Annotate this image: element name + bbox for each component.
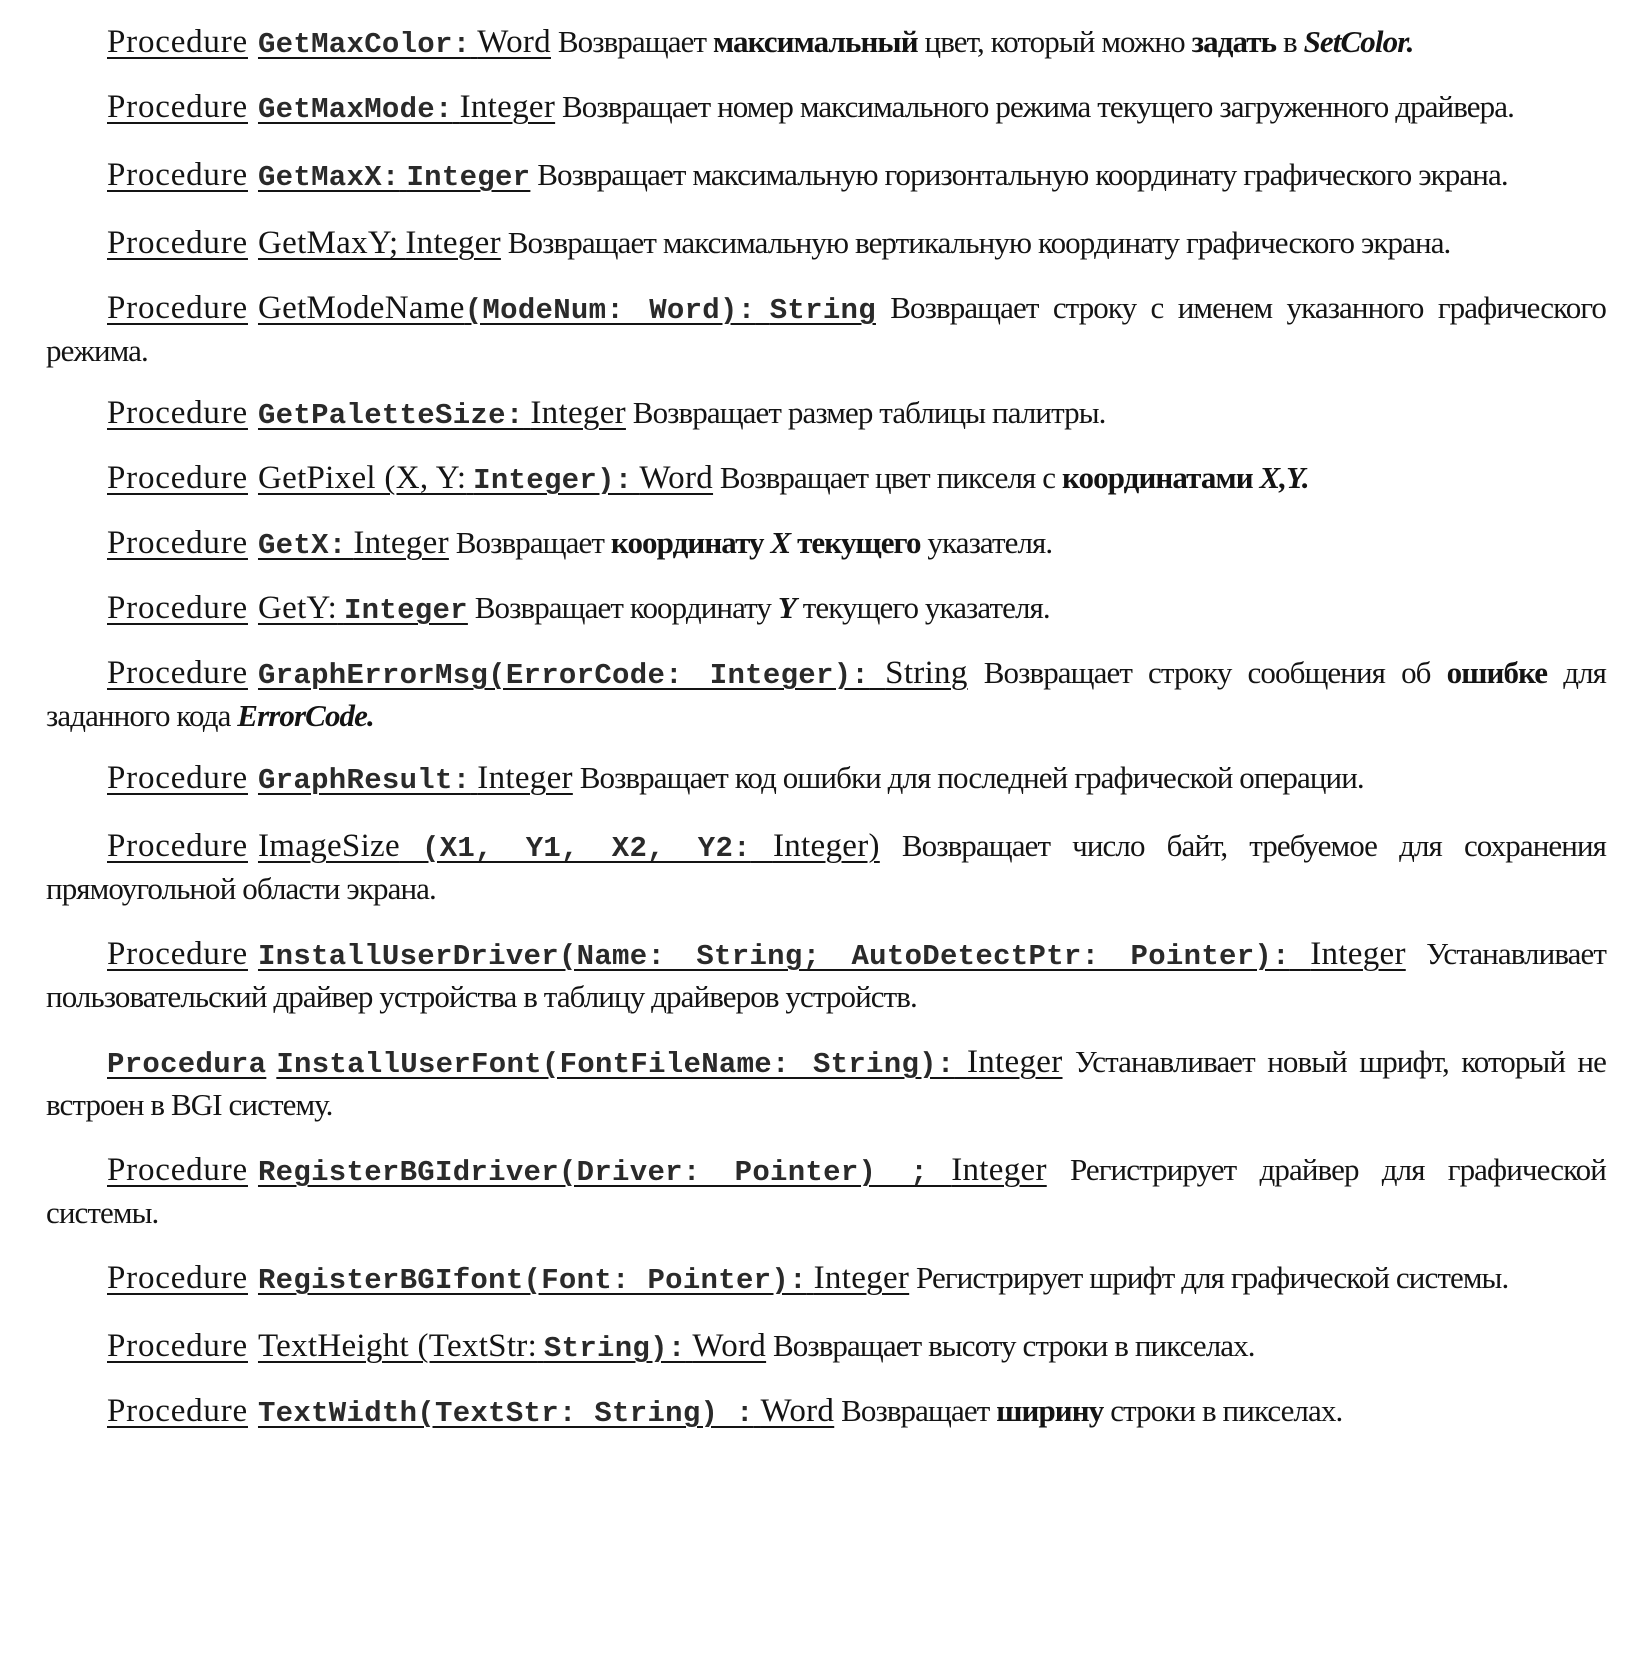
- description: Возвращает цвет пикселя с: [719, 460, 1056, 495]
- entry-getmaxmode: [46, 87, 1606, 130]
- procedure-name: GetMaxX:: [257, 161, 400, 194]
- return-type: Integer: [951, 1152, 1047, 1188]
- procedure-keyword: Procedure: [107, 1260, 248, 1296]
- entry-getmaxx: [46, 155, 1606, 198]
- procedure-name: GetMaxY;: [257, 225, 399, 261]
- procedure-name: InstallUserDriver(Name: String; AutoDetectPtr: Pointer):: [257, 940, 1290, 973]
- declaration: [107, 1152, 1047, 1187]
- description: Возвращает код ошибки для последней графической операции.: [579, 760, 1364, 795]
- procedure-keyword: Procedure: [107, 590, 248, 626]
- procedure-name: GetPaletteSize:: [257, 399, 524, 432]
- description: указателя.: [927, 525, 1053, 560]
- entry-imagesize: [46, 826, 1606, 909]
- entry-registerbgidriver: [46, 1150, 1606, 1233]
- description: Возвращает максимальную вертикальную координату графического экрана.: [507, 225, 1451, 260]
- procedure-name: TextWidth(TextStr: String) :: [257, 1397, 754, 1430]
- description: в: [1282, 24, 1297, 59]
- entry-getpalettesize: [46, 393, 1606, 436]
- entry-grapherrormsg: [46, 653, 1606, 736]
- procedure-keyword: Procedure: [107, 760, 248, 796]
- return-type: String: [885, 655, 968, 691]
- entry-registerbgifont: [46, 1258, 1606, 1301]
- document-page: [46, 22, 1606, 1434]
- return-type: Integer: [343, 594, 468, 627]
- procedure-keyword: Procedure: [107, 1328, 248, 1364]
- description: Устанавливает пользовательский драйвер устройства в таблицу драйверов устройств.: [46, 936, 1607, 1014]
- return-type: String: [769, 294, 876, 327]
- procedure-name: GetMaxColor:: [257, 28, 471, 61]
- description-italic: X: [770, 525, 791, 560]
- return-type: Word: [760, 1393, 835, 1429]
- procedure-name: ImageSize: [257, 828, 400, 864]
- description: Возвращает: [557, 24, 707, 59]
- description-bold: ширину: [996, 1393, 1104, 1428]
- procedure-keyword: Procedure: [107, 89, 248, 125]
- entry-getmaxcolor: [46, 22, 1606, 65]
- declaration: [107, 460, 713, 495]
- declaration: [107, 1044, 1063, 1079]
- declaration: [107, 760, 573, 795]
- entry-gety: [46, 588, 1606, 631]
- entry-graphresult: [46, 758, 1606, 801]
- description: Возвращает максимальную горизонтальную координату графического экрана.: [537, 157, 1508, 192]
- entry-getmodename: [46, 288, 1606, 371]
- procedure-keyword: Procedure: [107, 655, 248, 691]
- declaration: [107, 24, 551, 59]
- procedure-name: GraphErrorMsg(ErrorCode: Integer):: [257, 659, 870, 692]
- declaration: [107, 1260, 909, 1295]
- return-type: Integer: [1310, 936, 1406, 972]
- procedure-params: String):: [543, 1332, 686, 1365]
- procedure-keyword: Procedure: [107, 936, 248, 972]
- declaration: [107, 525, 449, 560]
- procedure-keyword: Procedure: [107, 1152, 248, 1188]
- entry-getx: [46, 523, 1606, 566]
- description: Возвращает: [455, 525, 605, 560]
- return-type: Integer: [477, 760, 573, 796]
- declaration: [107, 1393, 834, 1428]
- description: Возвращает размер таблицы палитры.: [632, 395, 1106, 430]
- description: Возвращает высоту строки в пикселах.: [772, 1328, 1255, 1363]
- description-bold: текущего: [797, 525, 921, 560]
- return-type: Integer: [530, 395, 626, 431]
- description: Возвращает строку с именем указанного графического режима.: [46, 290, 1606, 368]
- procedure-keyword: Procedure: [107, 225, 248, 261]
- entry-getmaxy: [46, 223, 1606, 263]
- description: текущего указателя.: [802, 590, 1050, 625]
- return-type: Integer: [966, 1044, 1063, 1080]
- description: Возвращает строку сообщения об: [983, 655, 1431, 690]
- return-type: Integer: [813, 1260, 910, 1296]
- description: Возвращает: [841, 1393, 990, 1428]
- entry-textheight: [46, 1326, 1606, 1369]
- description-bold: координатами: [1061, 460, 1253, 495]
- description-italic: ErrorCode.: [237, 698, 374, 733]
- procedure-keyword: Procedure: [107, 525, 248, 561]
- procedure-name: GetY:: [257, 590, 338, 626]
- return-type: Integer: [406, 161, 531, 194]
- entry-textwidth: [46, 1391, 1606, 1434]
- procedure-params: Integer):: [473, 464, 633, 497]
- description: Возвращает номер максимального режима текущего загруженного драйвера.: [561, 89, 1514, 124]
- description-bold: задать: [1191, 24, 1277, 59]
- procedure-name: RegisterBGIdriver(Driver: Pointer) ;: [257, 1156, 928, 1189]
- declaration: [107, 89, 555, 124]
- return-type: Word: [692, 1328, 767, 1364]
- procedure-keyword: Procedure: [107, 395, 248, 431]
- description: строки в пикселах.: [1110, 1393, 1343, 1428]
- declaration: [107, 1328, 766, 1363]
- procedure-keyword: Procedure: [107, 157, 248, 193]
- return-type: Integer: [459, 89, 556, 125]
- description: Возвращает координату: [474, 590, 771, 625]
- description: Устанавливает новый шрифт, который не встроен в BGI систему.: [46, 1044, 1606, 1122]
- procedure-name: GraphResult:: [257, 764, 471, 797]
- declaration: [107, 290, 876, 325]
- procedure-keyword: Procedure: [107, 24, 248, 60]
- return-type: Integer): [772, 828, 880, 864]
- procedure-name: GetPixel (X, Y:: [257, 460, 467, 496]
- description-bold: максимальный: [712, 24, 918, 59]
- return-type: Word: [477, 24, 551, 60]
- description: Регистрирует шрифт для графической системы.: [916, 1260, 1509, 1295]
- procedure-name: TextHeight (TextStr:: [257, 1328, 538, 1364]
- declaration: [107, 590, 468, 625]
- procedure-name: GetModeName: [257, 290, 465, 326]
- description-italic: SetColor.: [1303, 24, 1414, 59]
- declaration: [107, 936, 1406, 971]
- return-type: Word: [639, 460, 714, 496]
- procedure-name: RegisterBGIfont(Font: Pointer):: [257, 1264, 807, 1297]
- procedure-name: InstallUserFont(FontFileName: String):: [276, 1048, 955, 1081]
- entry-installuserdriver: [46, 934, 1606, 1017]
- procedure-keyword: Procedure: [107, 290, 248, 326]
- return-type: Integer: [353, 525, 449, 561]
- declaration: [107, 157, 530, 192]
- description: Регистрирует драйвер для графической системы.: [46, 1152, 1606, 1230]
- entry-installuserfont: [46, 1042, 1606, 1125]
- description: для заданного кода: [46, 655, 1607, 733]
- declaration: [107, 655, 968, 690]
- procedure-name: GetMaxMode:: [257, 93, 453, 126]
- procedure-keyword: Procedura: [107, 1048, 267, 1081]
- procedure-keyword: Procedure: [107, 828, 248, 864]
- description: цвет, который можно: [924, 24, 1185, 59]
- description-italic: Y: [777, 590, 796, 625]
- return-type: Integer: [405, 225, 501, 261]
- procedure-keyword: Procedure: [107, 460, 248, 496]
- procedure-name: GetX:: [257, 529, 347, 562]
- declaration: [107, 395, 626, 430]
- description: Возвращает число байт, требуемое для сохранения прямоугольной области экрана.: [46, 828, 1606, 906]
- declaration: [107, 225, 501, 260]
- procedure-params: (ModeNum: Word):: [464, 294, 756, 327]
- declaration: [107, 828, 880, 863]
- procedure-keyword: Procedure: [107, 1393, 248, 1429]
- procedure-params: (X1, Y1, X2, Y2:: [422, 832, 751, 865]
- description-italic: X,Y.: [1259, 460, 1309, 495]
- entry-getpixel: [46, 458, 1606, 501]
- description-bold: координату: [610, 525, 764, 560]
- description-bold: ошибке: [1446, 655, 1548, 690]
